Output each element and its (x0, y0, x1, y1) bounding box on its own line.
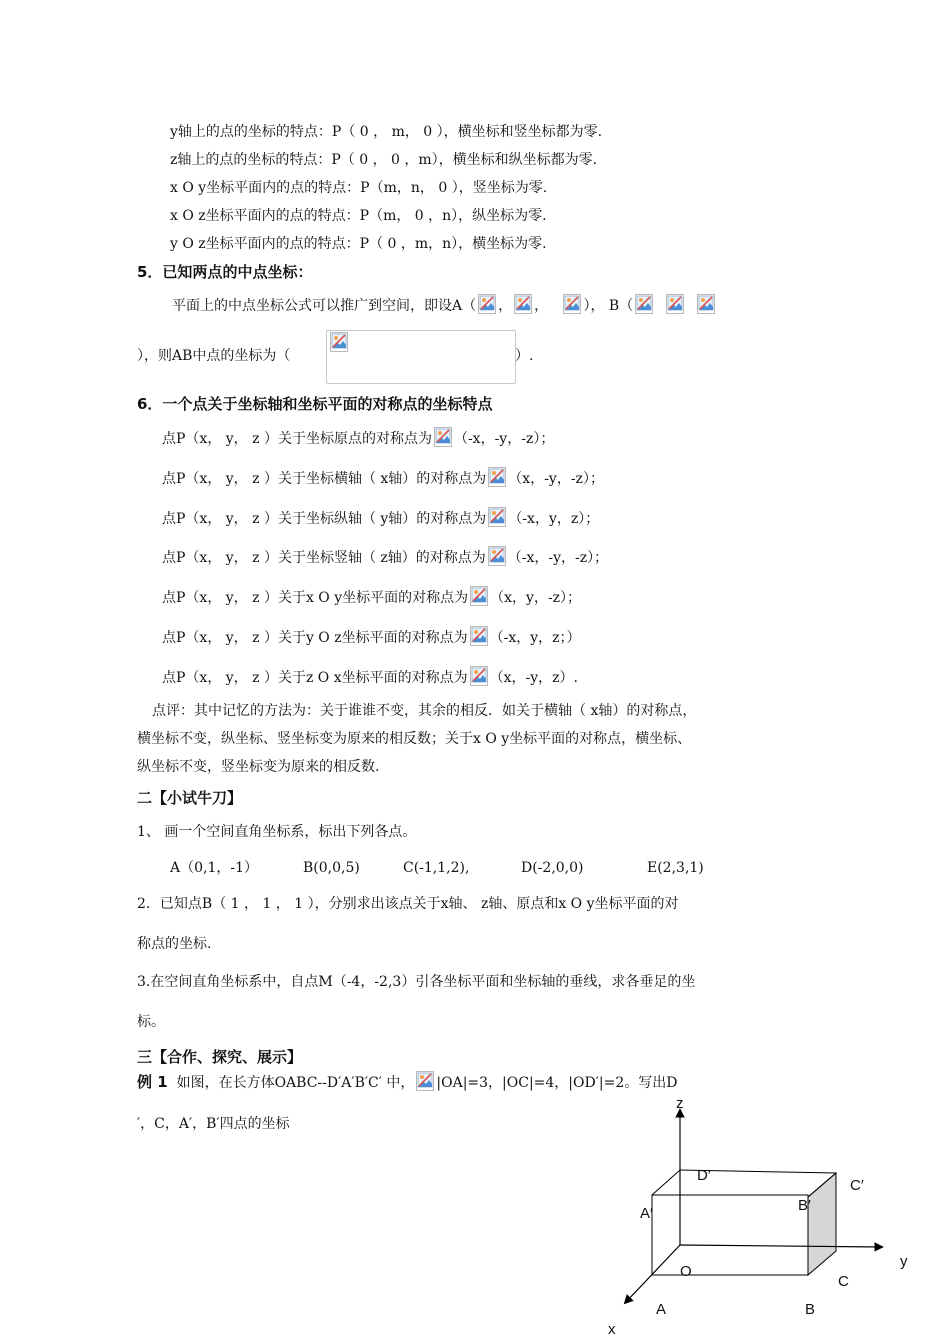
label-a: A (656, 1301, 667, 1318)
example-line-2: ′，C，A′，B′四点的坐标 (137, 1116, 290, 1132)
example-line-1 (137, 1071, 678, 1093)
symmetry-item-text: 点P（x， y， z ）关于y O z坐标平面的对称点为 (162, 630, 468, 646)
part2-title: 二【小试牛刀】 (137, 789, 243, 807)
q3-line-2: 标。 (137, 1014, 165, 1030)
symmetry-item-text: 点P（x， y， z ）关于坐标纵轴（ y轴）的对称点为 (162, 511, 487, 527)
label-z: z (676, 1095, 684, 1112)
text-z-axis: z轴上的点的坐标的特点：P（ 0 ， 0 ，m），横坐标和纵坐标都为零. (170, 152, 598, 168)
broken-image-icon (470, 666, 488, 686)
label-b-prime: B′ (798, 1197, 811, 1214)
broken-image-icon (478, 294, 496, 314)
symmetry-item-text: 点P（x， y， z ）关于x O y坐标平面的对称点为 (162, 590, 469, 606)
broken-image-icon (488, 507, 506, 527)
broken-image-icon (635, 294, 653, 314)
sec5-line1 (172, 294, 717, 316)
symmetry-item (162, 507, 599, 529)
symmetry-item-text: 点P（x， y， z ）关于坐标横轴（ x轴）的对称点为 (162, 471, 487, 487)
symmetry-item (162, 427, 554, 449)
broken-image-icon (514, 294, 532, 314)
sec5-line2-b: ）. (515, 348, 534, 364)
symmetry-item-result: （-x，-y，-z）； (453, 431, 555, 447)
sec5-line1-b: ）， B（ (583, 298, 634, 314)
broken-image-icon (488, 546, 506, 566)
broken-image-icon (563, 294, 581, 314)
broken-image-icon (416, 1071, 434, 1091)
formula-image (328, 332, 350, 354)
symmetry-item (162, 467, 604, 489)
broken-image-icon (488, 467, 506, 487)
text-xoz: x O z坐标平面内的点的特点：P（m， 0 ，n），纵坐标为零. (170, 208, 547, 224)
sec6-title: 6．一个点关于坐标轴和坐标平面的对称点的坐标特点 (137, 395, 493, 413)
example-text-a: 如图，在长方体OABC--D′A′B′C′ 中， (176, 1075, 415, 1091)
q1-point-c: C(-1,1,2), (403, 860, 470, 876)
symmetry-item-result: （x，-y，z）. (489, 670, 578, 686)
comma: ， (498, 298, 513, 314)
symmetry-item-text: 点P（x， y， z ）关于坐标竖轴（ z轴）的对称点为 (162, 550, 486, 566)
text-y-axis: y轴上的点的坐标的特点：P（ 0 ， m， 0 ），横坐标和竖坐标都为零. (170, 124, 603, 140)
broken-image-icon (697, 294, 715, 314)
sec5-line2 (137, 346, 290, 366)
symmetry-item (162, 586, 581, 608)
comment-line-3: 纵坐标不变，竖坐标变为原来的相反数. (137, 759, 380, 775)
cuboid-figure (600, 1095, 930, 1340)
q2-line-1: 2．已知点B（ 1 ， 1 ， 1 ），分别求出该点关于x轴、 z轴、原点和x O y坐标平面的对 (137, 896, 679, 912)
q3-line-1: 3.在空间直角坐标系中，自点M（-4，-2,3）引各坐标平面和坐标轴的垂线，求各垂足的坐 (137, 974, 696, 990)
q1-point-a: A（0,1，-1） (170, 860, 259, 876)
part3-title: 三【合作、探究、展示】 (137, 1048, 303, 1066)
sec5-line1-a: 平面上的中点坐标公式可以推广到空间，即设A（ (172, 298, 477, 314)
label-b: B (805, 1301, 816, 1318)
formula-image-box (326, 330, 516, 384)
label-a-prime: A′ (640, 1205, 653, 1222)
q2-line-2: 称点的坐标. (137, 936, 212, 952)
q1-text: 1、 画一个空间直角坐标系，标出下列各点。 (137, 824, 417, 840)
right-face (808, 1173, 836, 1275)
broken-image-icon (434, 427, 452, 447)
symmetry-item (162, 626, 581, 648)
symmetry-item-result: （-x，y，z；） (489, 630, 581, 646)
label-c: C (838, 1273, 849, 1290)
symmetry-item-result: （-x，y，z）； (508, 511, 600, 527)
q1-point-e: E(2,3,1) (647, 860, 704, 876)
q1-point-b: B(0,0,5) (303, 860, 360, 876)
symmetry-item (162, 666, 578, 688)
label-c-prime: C′ (850, 1177, 864, 1194)
label-d-prime: D′ (697, 1167, 711, 1184)
symmetry-item-text: 点P（x， y， z ）关于z O x坐标平面的对称点为 (162, 670, 468, 686)
symmetry-item-text: 点P（x， y， z ）关于坐标原点的对称点为 (162, 431, 432, 447)
symmetry-item (162, 546, 608, 568)
label-y: y (900, 1253, 908, 1270)
symmetry-item-result: （x，y，-z）； (490, 590, 582, 606)
label-x: x (608, 1321, 616, 1338)
example-label: 例 1 (137, 1073, 168, 1091)
comma: ， (534, 298, 549, 314)
sec5-line2-a: ），则AB中点的坐标为（ (137, 348, 291, 364)
front-face (652, 1195, 808, 1275)
example-text-b: |OA|=3，|OC|=4，|OD′|=2。写出D (436, 1075, 678, 1091)
broken-image-icon (666, 294, 684, 314)
broken-image-icon (470, 626, 488, 646)
text-xoy: x O y坐标平面内的点的特点：P（m，n， 0 ），竖坐标为零. (170, 180, 548, 196)
symmetry-item-result: （x，-y，-z）； (508, 471, 604, 487)
comment-line-2: 横坐标不变，纵坐标、竖坐标变为原来的相反数；关于x O y坐标平面的对称点，横坐标、 (137, 731, 692, 747)
comment-line-1: 点评：其中记忆的方法为：关于谁谁不变，其余的相反．如关于横轴（ x轴）的对称点， (152, 703, 697, 719)
sec5-title: 5．已知两点的中点坐标： (137, 263, 313, 281)
label-o: O (680, 1263, 692, 1280)
broken-image-icon (470, 586, 488, 606)
broken-image-icon (330, 332, 348, 352)
edge-left-top (652, 1170, 680, 1195)
text-yoz: y O z坐标平面内的点的特点：P（ 0 ，m，n），横坐标为零. (170, 236, 547, 252)
symmetry-item-result: （-x，-y，-z）； (507, 550, 609, 566)
q1-point-d: D(-2,0,0) (521, 860, 584, 876)
y-axis (680, 1245, 882, 1247)
